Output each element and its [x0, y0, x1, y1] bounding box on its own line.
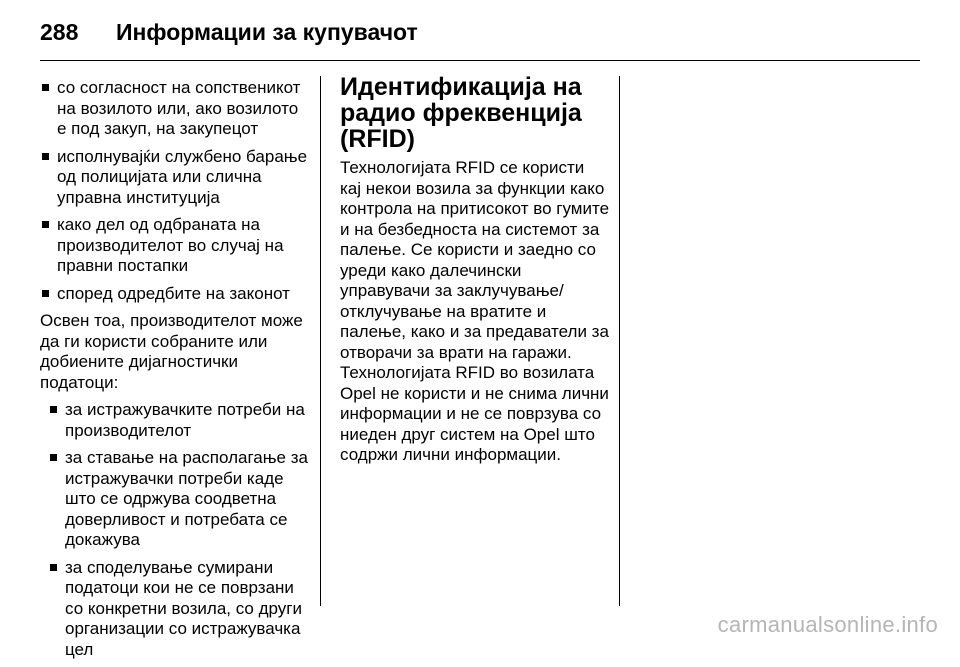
- list-item-text: исполнувајќи службено барање од полицијата или слична управна институција: [57, 146, 308, 207]
- list-item: [40, 284, 312, 305]
- list-item-text: според одредбите на законот: [57, 283, 290, 303]
- page-title: Информации за купувачот: [116, 18, 418, 45]
- list-item: [48, 558, 312, 661]
- list-item: [48, 400, 312, 441]
- square-bullet-icon: [50, 406, 57, 413]
- section-heading: Идентификација на радио фреквенција (RFID): [340, 73, 582, 153]
- column-divider: [320, 76, 321, 606]
- bullet-list-top: [40, 78, 312, 304]
- square-bullet-icon: [42, 84, 49, 91]
- middle-column: [340, 74, 610, 466]
- list-item: [40, 78, 312, 140]
- page-header: [40, 10, 418, 54]
- section-body: Технологијата RFID се користи кај некои возила за функции како контрола на притисокот во гумите и на безбедноста на системот за палење. Се користи и заедно со уреди како далечински управувачи за заклучување/отклучување на вратите и палење, како и за предаватели за отворачи за врати на гаражи. Технологијата RFID во возилата Opel не користи и не снима лични информации и не се поврзува со ниеден друг систем на Opel што содржи лични информации.: [340, 158, 610, 464]
- square-bullet-icon: [50, 454, 57, 461]
- list-item-text: за ставање на располагање за истражувачки потреби каде што се одржува соодветна доверливост и потребата се докажува: [65, 448, 308, 549]
- square-bullet-icon: [42, 153, 49, 160]
- list-item: [48, 448, 312, 551]
- list-item-text: како дел од одбраната на производителот во случај на правни постапки: [57, 215, 284, 275]
- left-column: [40, 78, 312, 667]
- list-item-text: со согласност на сопственикот на возилото или, ако возилото е под закуп, на закупецот: [57, 78, 301, 138]
- header-rule: [40, 60, 920, 61]
- watermark: carmanualsonline.info: [717, 612, 938, 637]
- list-item: [40, 215, 312, 277]
- square-bullet-icon: [50, 564, 57, 571]
- list-item-text: за истражувачките потреби на производителот: [65, 400, 305, 440]
- list-item: [40, 147, 312, 209]
- page-number: 288: [40, 18, 79, 45]
- square-bullet-icon: [42, 221, 49, 228]
- list-item-text: за споделување сумирани податоци кои не се поврзани со конкретни возила, со други организации со истражувачка цел: [65, 557, 302, 659]
- square-bullet-icon: [42, 290, 49, 297]
- column-divider: [619, 76, 620, 606]
- bullet-list-bottom: [40, 400, 312, 660]
- body-paragraph: Освен тоа, производителот може да ги користи собраните или добиените дијагностички податоци:: [40, 311, 303, 392]
